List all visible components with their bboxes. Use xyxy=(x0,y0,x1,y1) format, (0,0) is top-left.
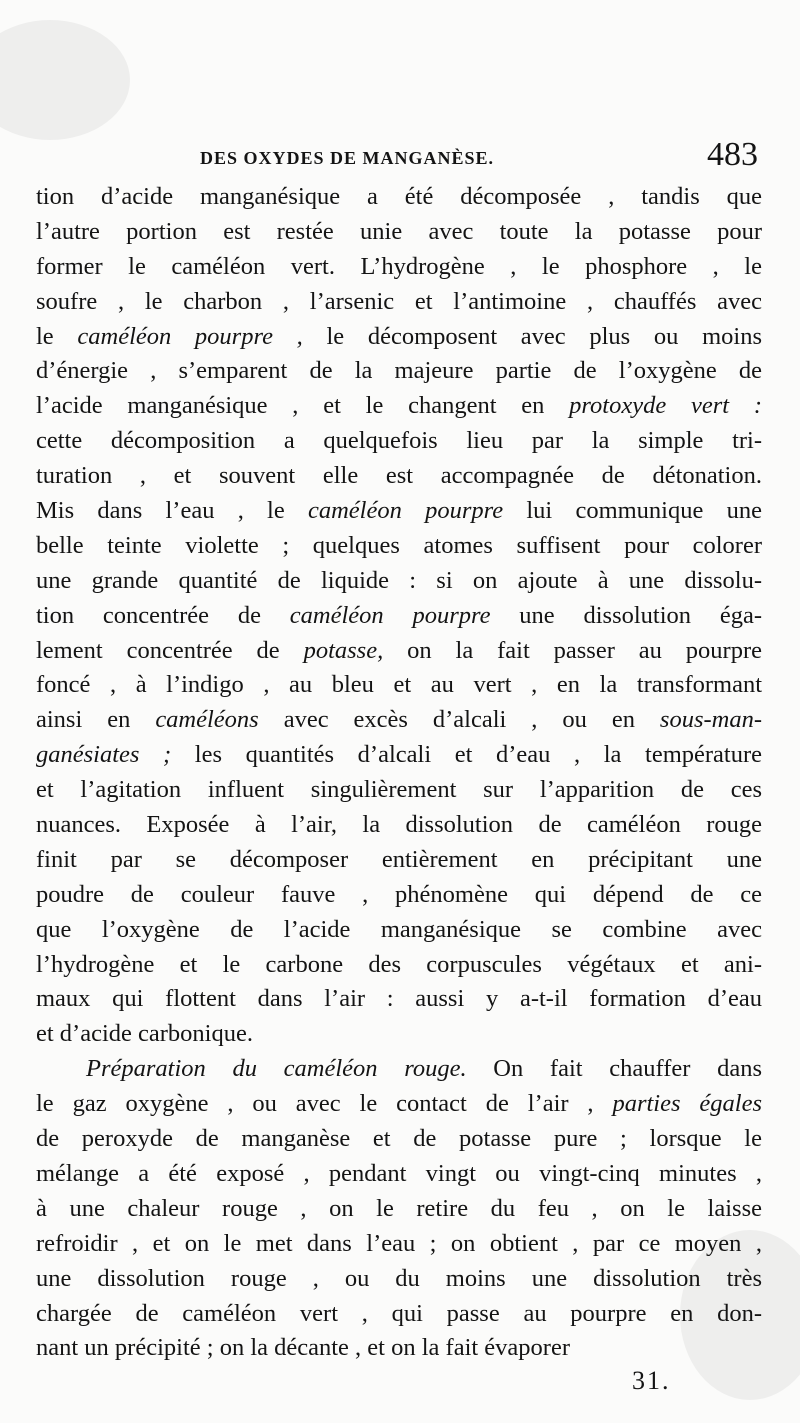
line-text: et d’acide carbonique. xyxy=(36,1020,253,1048)
line-text: une dissolution rouge , ou du moins une dissolution très xyxy=(36,1264,762,1292)
italic-text: potasse, xyxy=(303,636,384,664)
text-line xyxy=(36,215,762,250)
text-line xyxy=(36,668,762,703)
line-text: belle teinte violette ; quelques atomes suffisent pour colorer xyxy=(36,531,762,559)
line-text: l’acide manganésique , et le changent en xyxy=(36,392,570,420)
text-line xyxy=(36,1227,762,1262)
text-line xyxy=(36,459,762,494)
page-number: 483 xyxy=(707,136,758,173)
text-line xyxy=(36,599,762,634)
running-title: DES OXYDES DE MANGANÈSE. xyxy=(200,148,495,168)
text-line xyxy=(36,180,762,215)
text-line xyxy=(36,494,762,529)
italic-text: caméléon pourpre xyxy=(289,601,491,629)
line-text: on la fait passer au pourpre xyxy=(383,636,762,664)
line-text: mélange a été exposé , pendant vingt ou vingt-cinq minutes , xyxy=(36,1159,762,1187)
line-text: poudre de couleur fauve , phénomène qui dépend de ce xyxy=(36,880,762,908)
line-text: nuances. Exposée à l’air, la dissolution de caméléon rouge xyxy=(36,811,762,839)
text-line xyxy=(36,1122,762,1157)
italic-text: caméléon pourpre , xyxy=(77,322,303,350)
text-line xyxy=(36,250,762,285)
text-line xyxy=(36,285,762,320)
line-text: Mis dans l’eau , le xyxy=(36,497,308,525)
line-text: l’hydrogène et le carbone des corpuscules végétaux et ani- xyxy=(36,950,762,978)
text-line xyxy=(36,564,762,599)
line-text: le décomposent avec plus ou moins xyxy=(302,322,762,350)
text-line xyxy=(36,1262,762,1297)
text-line xyxy=(36,354,762,389)
italic-text: Préparation du caméléon rouge. xyxy=(86,1055,467,1083)
italic-text: ganésiates ; xyxy=(36,741,172,769)
line-text: maux qui flottent dans l’air : aussi y a-t-il formation d’eau xyxy=(36,985,762,1013)
text-line xyxy=(36,843,762,878)
paper-stain xyxy=(0,20,130,140)
text-line xyxy=(36,389,762,424)
line-text: tion concentrée de xyxy=(36,601,290,629)
text-line xyxy=(36,1017,762,1052)
line-text: le xyxy=(36,322,78,350)
text-line xyxy=(36,703,762,738)
line-text: ainsi en xyxy=(36,706,156,734)
line-text: d’énergie , s’emparent de la majeure partie de l’oxygène de xyxy=(36,357,762,385)
italic-text: caméléons xyxy=(155,706,259,734)
line-text: de peroxyde de manganèse et de potasse pure ; lorsque le xyxy=(36,1125,762,1153)
line-text: le gaz oxygène , ou avec le contact de l’air , xyxy=(36,1090,613,1118)
italic-text: sous-man- xyxy=(659,706,762,734)
text-line xyxy=(36,1297,762,1332)
text-line xyxy=(36,773,762,808)
text-line xyxy=(36,808,762,843)
line-text: cette décomposition a quelquefois lieu par la simple tri- xyxy=(36,427,762,455)
italic-text: protoxyde vert : xyxy=(569,392,762,420)
line-text: avec excès d’alcali , ou en xyxy=(258,706,660,734)
text-line xyxy=(36,878,762,913)
line-text: et l’agitation influent singulièrement sur l’apparition de ces xyxy=(36,776,762,804)
line-text: turation , et souvent elle est accompagnée de détonation. xyxy=(36,462,762,490)
text-line xyxy=(36,1192,762,1227)
text-line xyxy=(36,1331,762,1366)
line-text: nant un précipité ; on la décante , et on la fait évaporer xyxy=(36,1334,570,1362)
text-line xyxy=(36,948,762,983)
line-text: une dissolution éga- xyxy=(490,601,762,629)
line-text: lui communique une xyxy=(503,497,762,525)
running-head xyxy=(40,136,760,176)
line-text: tion d’acide manganésique a été décomposée , tandis que xyxy=(36,183,762,210)
text-line xyxy=(36,738,762,773)
line-text: lement concentrée de xyxy=(36,636,304,664)
line-text: finit par se décomposer entièrement en précipitant une xyxy=(36,845,762,873)
line-text: On fait chauffer dans xyxy=(466,1055,762,1083)
text-line xyxy=(36,913,762,948)
text-line xyxy=(36,424,762,459)
text-line xyxy=(36,1087,762,1122)
line-text: former le caméléon vert. L’hydrogène , le phosphore , le xyxy=(36,252,762,280)
line-text: chargée de caméléon vert , qui passe au pourpre en don- xyxy=(36,1299,762,1327)
line-text: soufre , le charbon , l’arsenic et l’antimoine , chauffés avec xyxy=(36,287,762,315)
line-text: refroidir , et on le met dans l’eau ; on obtient , par ce moyen , xyxy=(36,1229,762,1257)
text-line xyxy=(36,529,762,564)
line-text: à une chaleur rouge , on le retire du feu , on le laisse xyxy=(36,1194,762,1222)
italic-text: caméléon pourpre xyxy=(307,497,504,525)
text-line xyxy=(36,1157,762,1192)
text-line xyxy=(36,1052,762,1087)
body-text xyxy=(36,180,762,1366)
line-text: foncé , à l’indigo , au bleu et au vert , en la transformant xyxy=(36,671,762,699)
text-line xyxy=(36,982,762,1017)
line-text: que l’oxygène de l’acide manganésique se combine avec xyxy=(36,915,762,943)
line-text: les quantités d’alcali et d’eau , la température xyxy=(171,741,762,769)
line-text: l’autre portion est restée unie avec toute la potasse pour xyxy=(36,217,762,245)
italic-text: parties égales xyxy=(612,1090,762,1118)
text-line xyxy=(36,320,762,355)
signature-mark: 31. xyxy=(632,1366,671,1395)
text-line xyxy=(36,634,762,669)
line-text: une grande quantité de liquide : si on ajoute à une dissolu- xyxy=(36,566,762,594)
